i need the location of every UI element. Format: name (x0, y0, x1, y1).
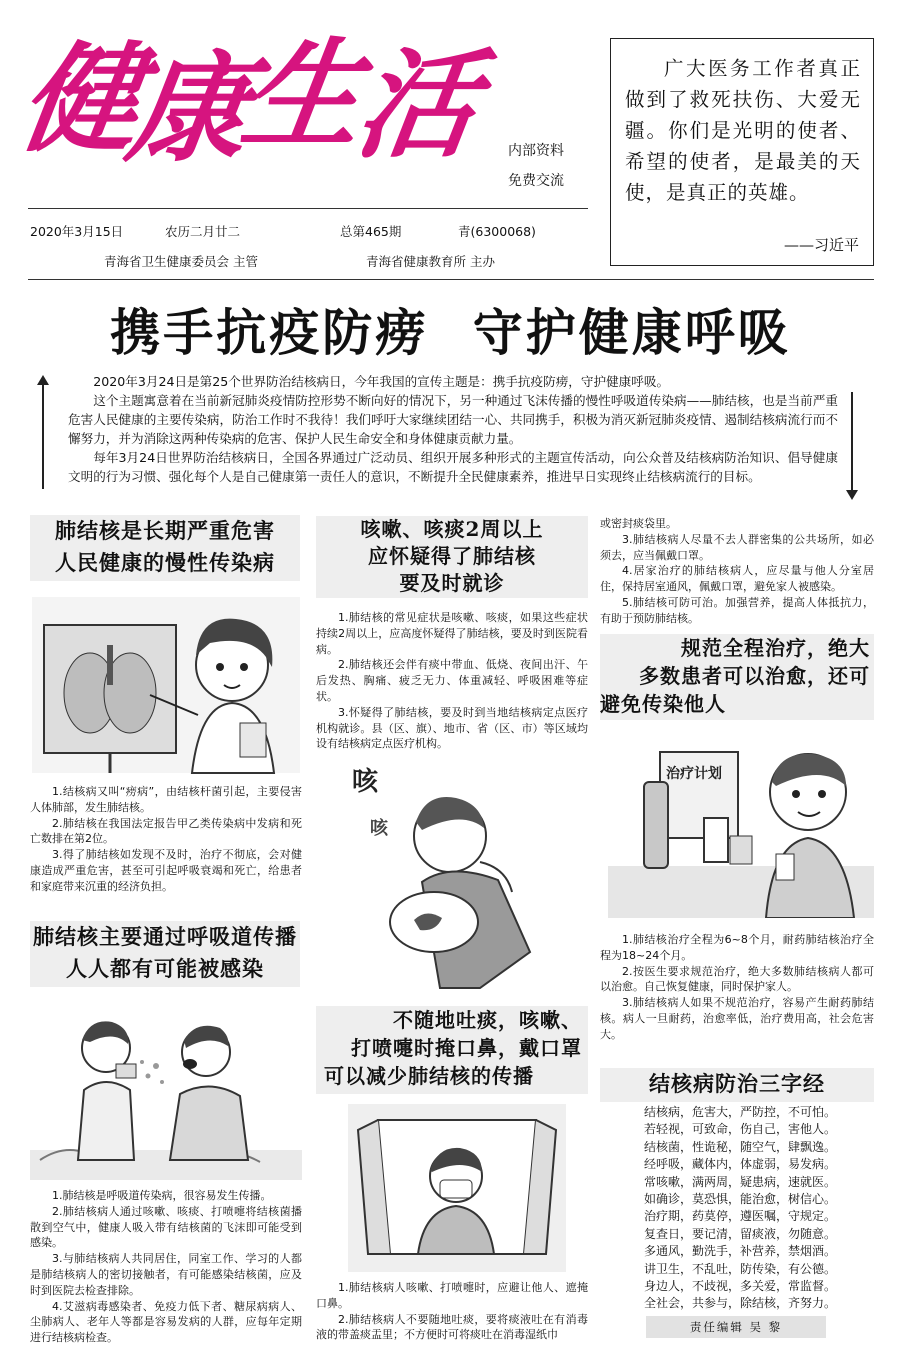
sutra-line: 治疗期，药莫停，遵医嘱，守规定。 (644, 1209, 837, 1224)
col1-text-1-item-3: 3.得了肺结核如发现不及时，治疗不彻底，会对健康造成严重危害，甚至可引起呼吸衰竭和死亡，给患者和家庭带来沉重的经济负担。 (30, 848, 302, 893)
intro-paragraph-3: 每年3月24日世界防治结核病日，全国各界通过广泛动员、组织开展多种形式的主题宣传活动，向公众普及结核病防治知识、倡导健康文明的行为习惯、强化每个人是自己健康第一责任人的意识，不断提升全民健康素养，推进早日实现终止结核病流行的目标。 (68, 450, 838, 484)
col2-text-1-item-3: 3.怀疑得了肺结核，要及时到当地结核病定点医疗机构就诊。县（区、旗）、地市、省（区、市）等区域均设有结核病定点医疗机构。 (316, 705, 588, 751)
col1-text-2 (30, 1188, 302, 1346)
side-notes (508, 136, 564, 196)
arrow-line-left (42, 384, 44, 489)
sutra-line: 多通风，勤洗手，补营养，禁烟酒。 (644, 1244, 837, 1259)
col2-title-2-line-3: 可以减少肺结核的传播 (324, 1064, 534, 1088)
sutra-line: 结核菌，性诡秘，随空气，肆飘逸。 (644, 1139, 837, 1154)
quote-text: 广大医务工作者真正做到了救死扶伤、大爱无疆。你们是光明的使者、希望的使者，是最美的天使，是真正的英雄。 (625, 57, 861, 204)
col2-title-1-line-2: 应怀疑得了肺结核 (368, 544, 536, 568)
arrow-line-right (851, 392, 853, 492)
cough-label-1: 咳 (352, 767, 379, 797)
intro-paragraph-2: 这个主题寓意着在当前新冠肺炎疫情防控形势不断向好的情况下，另一种通过飞沫传播的慢性呼吸道传染病——肺结核，也是当前严重危害人民健康的主要传染病，防治工作时不我待！我们呼吁大家继续团结一心、共同携手，积极为消灭新冠肺炎疫情、遏制结核病流行而不懈努力，并为消除这两种传染病的危害、保护人民生命安全和身体健康贡献力量。 (68, 393, 838, 446)
col1-text-2-item-2: 2.肺结核病人通过咳嗽、咳痰、打喷嚏将结核菌播散到空气中，健康人吸入带有结核菌的飞沫即可能受到感染。 (30, 1204, 302, 1250)
masthead-char-1: 健 (12, 29, 150, 168)
col1-text-2-item-3: 3.与肺结核病人共同居住，同室工作、学习的人都是肺结核病人的密切接触者，有可能感染结核菌，应及时到医院去检查排除。 (30, 1252, 302, 1297)
col3-text-1-item-2: 2.按医生要求规范治疗，绝大多数肺结核病人都可以治愈。自己恢复健康，同时保护家人。 (600, 964, 874, 994)
masthead-char-2: 康 (120, 39, 258, 178)
plan-label: 治疗计划 (666, 766, 722, 782)
coughing-man-tissue-illustration (330, 752, 588, 992)
cough-label-2: 咳 (370, 818, 388, 839)
col1-title-1-line-2: 人民健康的慢性传染病 (55, 550, 275, 575)
col1-text-1-item-1: 1.结核病又叫“痨病”，由结核杆菌引起，主要侵害人体肺部，发生肺结核。 (30, 785, 302, 814)
col2-title-2-line-2: 打喷嚏时掩口鼻，戴口罩 (351, 1036, 582, 1060)
col1-text-1 (30, 784, 302, 895)
col3-title-1-line-1: 规范全程治疗，绝大 (681, 636, 870, 660)
lunar-date: 农历二月廿二 (165, 224, 241, 239)
col2-text-1 (316, 610, 588, 752)
masked-person-window-illustration (348, 1104, 566, 1272)
col2-title-2-line-1: 不随地吐痰，咳嗽、 (393, 1008, 582, 1032)
masthead-title (12, 18, 486, 198)
arrow-down-icon (846, 490, 858, 500)
masthead-rule-bottom (28, 279, 874, 280)
intro-paragraph-1: 2020年3月24日是第25个世界防治结核病日，今年我国的宣传主题是：携手抗疫防痨，守护健康呼吸。 (93, 374, 670, 389)
issue-date: 2020年3月15日 (30, 224, 124, 239)
col2-text-1-item-2: 2.肺结核还会伴有痰中带血、低烧、夜间出汗、午后发热、胸痛、疲乏无力、体重减轻、呼吸困难等症状。 (316, 658, 588, 703)
col3-title-1-line-3: 避免传染他人 (600, 692, 726, 716)
col3-text-1-item-3: 3.肺结核病人如果不规范治疗，容易产生耐药肺结核。病人一旦耐药，治愈率低，治疗费用高，社会危害大。 (600, 996, 874, 1041)
col1-text-1-item-2: 2.肺结核在我国法定报告甲乙类传染病中发病和死亡数排在第2位。 (30, 816, 302, 846)
col3-text-1-item-1: 1.肺结核治疗全程为6~8个月，耐药肺结核治疗全程为18~24个月。 (600, 933, 874, 962)
sutra-line: 讲卫生，不乱吐，防传染，有公德。 (644, 1261, 837, 1276)
sutra-line: 结核病，危害大，严防控，不可怕。 (644, 1105, 837, 1119)
issue-number: 总第465期 (340, 224, 402, 239)
main-headline: 携手抗疫防痨 守护健康呼吸 (110, 304, 791, 362)
col2-text-2 (316, 1280, 588, 1343)
organizer: 青海省健康教育所 主办 (366, 254, 495, 269)
sutra-line: 若轻视，可致命，伤自己，害他人。 (644, 1122, 837, 1137)
col1-title-2-line-1: 肺结核主要通过呼吸道传播 (33, 924, 297, 949)
col1-title-2 (30, 921, 300, 987)
doctor-illustration (30, 595, 302, 775)
masthead-char-3: 生 (234, 25, 372, 164)
responsible-editor: 责任编辑 吴 黎 (646, 1316, 826, 1338)
publication-code: 青(6300068) (458, 224, 536, 239)
sutra-line: 复查日，要记清，留痰液，勿随意。 (644, 1226, 837, 1241)
treatment-plan-illustration (608, 728, 874, 918)
quote-box (610, 38, 874, 266)
col3-title-2: 结核病防治三字经 (600, 1068, 874, 1102)
col3-text-top-continued: 或密封痰袋里。 (600, 517, 677, 530)
col2-title-1 (316, 516, 588, 598)
col1-title-1 (30, 515, 300, 581)
masthead-rule-top (28, 208, 588, 209)
col2-title-1-line-1: 咳嗽、咳痰2周以上 (360, 517, 544, 541)
col3-title-1-line-2: 多数患者可以治愈，还可 (639, 664, 870, 688)
sutra-line: 如确诊，莫恐惧，能治愈，树信心。 (644, 1192, 837, 1207)
masthead-char-4: 活 (348, 35, 486, 174)
sutra-line: 身边人，不歧视，多关爱，常监督。 (644, 1279, 837, 1294)
note-internal: 内部资料 (508, 143, 564, 159)
col2-text-2-item-2: 2.肺结核病人不要随地吐痰，要将痰液吐在有消毒液的带盖痰盂里；不方便时可将痰吐在消毒湿纸巾 (316, 1312, 588, 1342)
col2-text-2-item-1: 1.肺结核病人咳嗽、打喷嚏时，应避让他人、遮掩口鼻。 (316, 1281, 588, 1310)
sponsor: 青海省卫生健康委员会 主管 (104, 254, 258, 269)
col2-text-1-item-1: 1.肺结核的常见症状是咳嗽、咳痰，如果这些症状持续2周以上，应高度怀疑得了肺结核，要及时到医院看病。 (316, 611, 588, 656)
col3-text-top-item-5: 5.肺结核可防可治。加强营养，提高人体抵抗力，有助于预防肺结核。 (600, 595, 874, 625)
col1-title-2-line-2: 人人都有可能被感染 (66, 956, 264, 981)
col2-title-1-line-3: 要及时就诊 (399, 571, 505, 595)
sutra-line: 常咳嗽，满两周，疑患病，速就医。 (644, 1174, 837, 1189)
col3-text-top (600, 516, 874, 627)
quote-author: ——习近平 (783, 236, 859, 254)
col3-title-1 (600, 634, 874, 720)
col1-text-2-item-4: 4.艾滋病毒感染者、免疫力低下者、糖尿病病人、尘肺病人、老年人等都是容易发病的人群，应每年定期进行结核病检查。 (30, 1299, 302, 1345)
col1-title-1-line-1: 肺结核是长期严重危害 (55, 518, 275, 543)
sutra-verses (644, 1104, 836, 1313)
sutra-line: 经呼吸，藏体内，体虚弱，易发病。 (644, 1157, 837, 1172)
col3-text-top-item-4: 4.居家治疗的肺结核病人，应尽量与他人分室居住，保持居室通风，佩戴口罩，避免家人被感染。 (600, 564, 874, 594)
col3-text-1 (600, 932, 874, 1043)
col3-text-top-item-3: 3.肺结核病人尽量不去人群密集的公共场所，如必须去，应当佩戴口罩。 (600, 532, 874, 562)
coughing-men-illustration (30, 1000, 302, 1180)
sutra-line: 全社会，共参与，除结核，齐努力。 (644, 1296, 837, 1311)
col1-text-2-item-1: 1.肺结核是呼吸道传染病，很容易发生传播。 (52, 1189, 272, 1202)
col2-title-2 (316, 1006, 588, 1094)
note-free: 免费交流 (508, 173, 564, 189)
intro-text (68, 372, 838, 486)
